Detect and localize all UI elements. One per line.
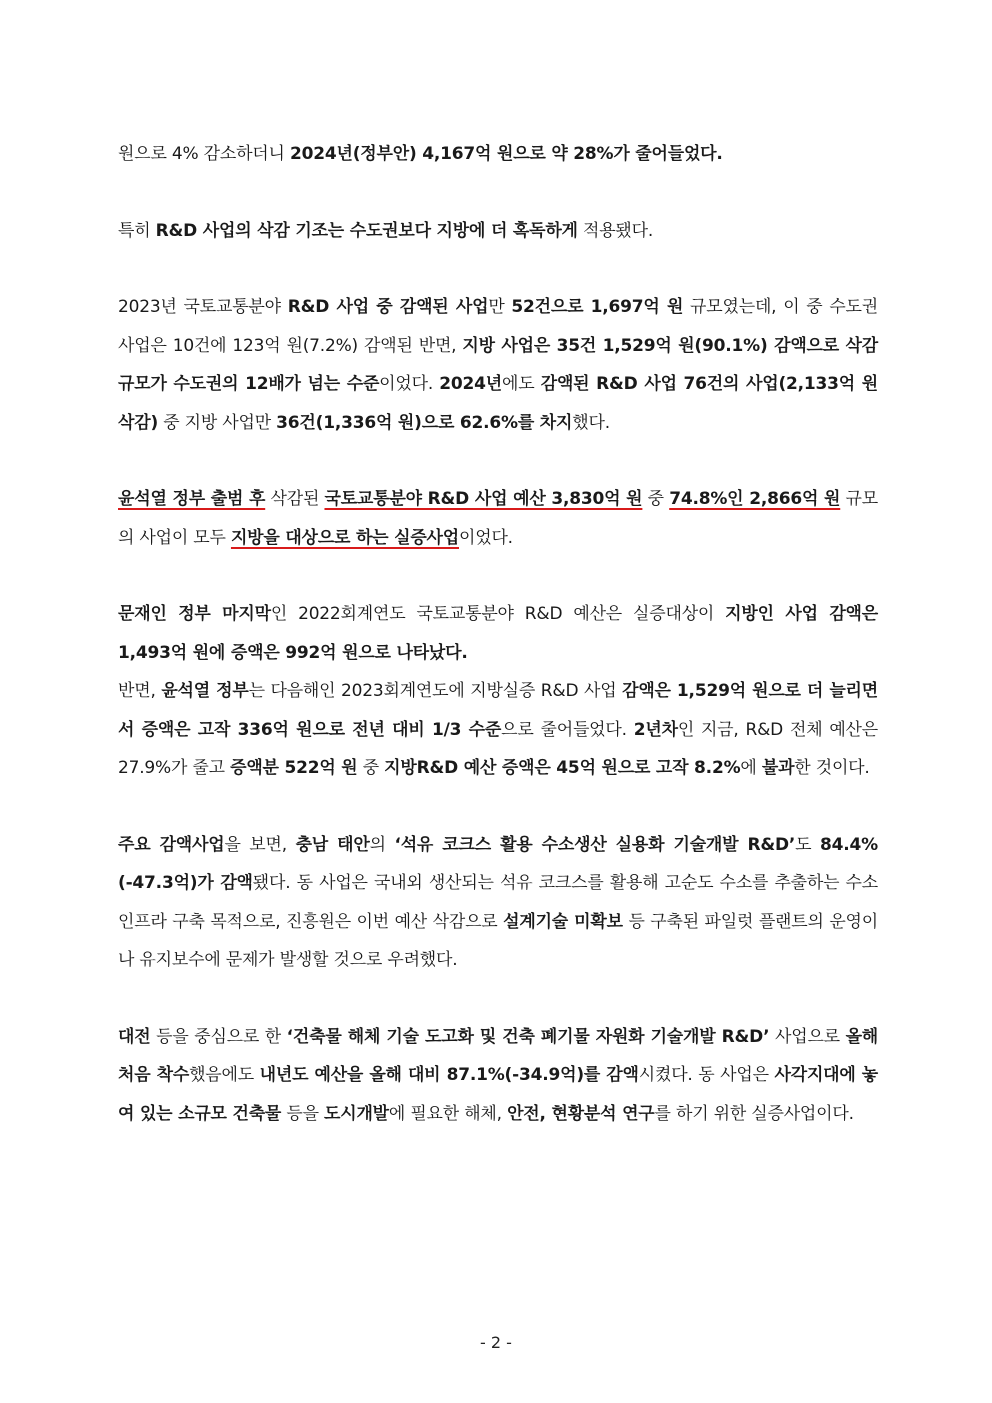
text-run: 2024년 xyxy=(439,374,503,394)
text-run: 규모의 사업이 모두 xyxy=(118,489,878,548)
text-run: 등을 중심으로 한 xyxy=(150,1026,287,1047)
text-run: 인 지금, R&D 전체 예산은 27.9%가 줄고 xyxy=(118,719,879,778)
text-run: 내년도 예산을 올해 대비 87.1%(-34.9억)를 감액 xyxy=(259,1065,639,1085)
text-run: 에 xyxy=(740,758,762,778)
text-run: 감액은 1,529억 원으로 더 늘리면서 증액은 고작 336억 원으로 전년 대비 1/3 수준 xyxy=(118,681,878,740)
text-run: 을 보면, xyxy=(224,834,296,855)
text-run: 36건(1,336억 원)으로 62.6%를 차지 xyxy=(276,412,573,433)
text-run: 2년차 xyxy=(633,719,678,740)
text-run: R&D 사업의 삭감 기조는 수도권보다 지방에 더 혹독하게 xyxy=(155,220,578,241)
text-run: 중 지방 사업만 xyxy=(158,412,277,433)
paragraph-budget-cut xyxy=(118,135,878,174)
text-run: 윤석열 정부 출범 후 xyxy=(118,489,266,509)
text-run: 반면, xyxy=(118,681,162,701)
text-run: 원으로 4% 감소하더니 xyxy=(118,144,290,164)
text-run: 설계기술 미확보 xyxy=(503,911,623,932)
text-run: 52건으로 1,697억 원 xyxy=(511,297,684,317)
text-run: 감액된 R&D 사업 76건의 사업(2,133억 원 삭감) xyxy=(118,374,878,433)
text-run: 74.8%인 2,866억 원 xyxy=(669,489,841,509)
text-run: 등을 xyxy=(281,1103,325,1124)
text-run: 를 하기 위한 실증사업이다. xyxy=(654,1103,854,1124)
text-run: 규모였는데, 이 중 수도권 사업은 10건에 123억 원(7.2%) 감액된 반면, xyxy=(118,297,878,356)
text-run: 중 xyxy=(357,758,385,778)
paragraph-daejeon-project xyxy=(118,1018,878,1134)
text-run: 에도 xyxy=(502,374,541,394)
text-run: 했음에도 xyxy=(189,1065,260,1085)
text-run: 문재인 정부 마지막 xyxy=(118,604,271,624)
text-run: 의 xyxy=(369,834,395,855)
text-run: 국토교통분야 R&D 사업 예산 3,830억 원 xyxy=(324,489,643,509)
text-run: 지방을 대상으로 하는 실증사업 xyxy=(230,527,459,548)
text-run: 도 xyxy=(795,834,821,855)
text-run: 윤석열 정부 xyxy=(161,681,249,701)
text-run: 2023년 국토교통분야 xyxy=(118,297,288,317)
text-run: 됐다. 동 사업은 국내외 생산되는 석유 코크스를 활용해 고순도 수소를 추출하는 수소인프라 구축 목적으로, 진흥원은 이번 예산 삭감으로 xyxy=(118,873,879,932)
document-body xyxy=(118,135,878,1171)
text-run: 한 것이다. xyxy=(794,758,870,778)
text-run: 증액분 522억 원 xyxy=(230,758,358,778)
text-run: ‘석유 코크스 활용 수소생산 실용화 기술개발 R&D’ xyxy=(394,834,796,855)
paragraph-taean-project xyxy=(118,826,878,980)
text-run: 84.4%(-47.3억)가 감액 xyxy=(118,834,878,893)
text-run: 지방 사업은 35건 1,529억 원(90.1%) 감액으로 삭감규모가 수도권의 12배가 넘는 수준 xyxy=(118,335,878,394)
text-run: 삭감된 xyxy=(265,489,325,509)
text-run: 사업으로 xyxy=(769,1026,846,1047)
text-run: 주요 감액사업 xyxy=(118,834,225,855)
text-run: 등 구축된 파일럿 플랜트의 운영이나 유지보수에 문제가 발생할 것으로 우려했다. xyxy=(118,911,878,970)
text-run: 으로 줄어들었다. xyxy=(501,719,634,740)
paragraph-2023-cuts xyxy=(118,288,878,442)
text-run: 적용됐다. xyxy=(577,220,654,241)
text-run: 에 필요한 해체, xyxy=(388,1103,508,1124)
text-run: 했다. xyxy=(572,412,610,433)
text-run: 충남 태안 xyxy=(295,834,370,855)
paragraph-yoon-government xyxy=(118,672,878,788)
text-run: 올해 처음 착수 xyxy=(118,1026,879,1085)
text-run: 안전, 현황분석 연구 xyxy=(507,1103,655,1124)
text-run: 지방R&D 예산 증액은 45억 원으로 고작 8.2% xyxy=(384,758,741,778)
text-run: 특히 xyxy=(118,220,156,241)
text-run: 만 xyxy=(488,297,512,317)
text-run: 시켰다. 동 사업은 xyxy=(638,1065,775,1085)
text-run: 사각지대에 놓여 있는 소규모 건축물 xyxy=(118,1065,879,1124)
page-number: - 2 - xyxy=(480,1333,512,1352)
paragraph-moon-government xyxy=(118,595,878,672)
paragraph-yoon-cuts xyxy=(118,480,878,557)
text-run: 중 xyxy=(642,489,670,509)
text-run: ‘건축물 해체 기술 도고화 및 건축 폐기물 자원화 기술개발 R&D’ xyxy=(286,1026,770,1047)
text-run: 지방인 사업 감액은 1,493억 원에 증액은 992억 원으로 나타났다. xyxy=(118,604,879,663)
text-run: 대전 xyxy=(118,1026,151,1047)
text-run: 이었다. xyxy=(379,374,440,394)
text-run: 는 다음해인 2023회계연도에 지방실증 R&D 사업 xyxy=(248,681,623,701)
text-run: 도시개발 xyxy=(324,1103,389,1124)
text-run: 이었다. xyxy=(459,527,513,548)
text-run: 불과 xyxy=(761,758,795,778)
text-run: 2024년(정부안) 4,167억 원으로 약 28%가 줄어들었다. xyxy=(289,144,723,164)
paragraph-regional-bias xyxy=(118,212,878,251)
text-run: R&D 사업 중 감액된 사업 xyxy=(287,297,489,317)
text-run: 인 2022회계연도 국토교통분야 R&D 예산은 실증대상이 xyxy=(270,604,726,624)
